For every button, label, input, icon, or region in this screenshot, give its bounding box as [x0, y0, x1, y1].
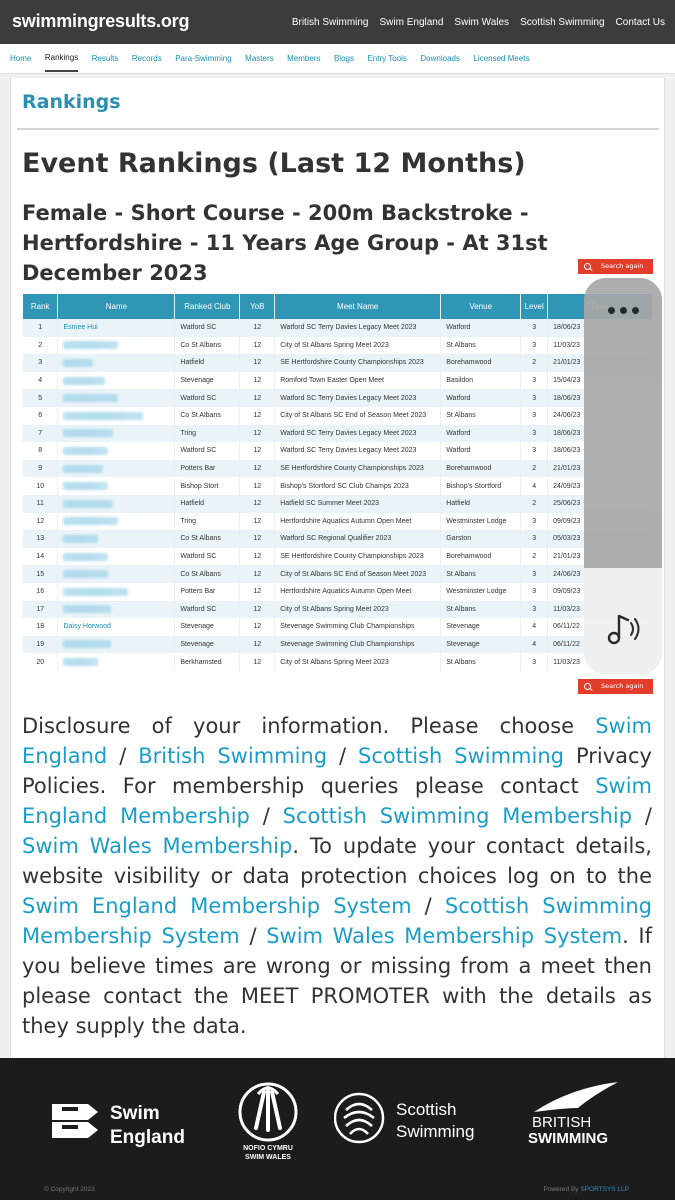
redacted-name[interactable] — [63, 553, 108, 561]
cell-date: 24/06/23 — [548, 565, 653, 583]
table-row — [23, 530, 653, 548]
table-row — [23, 372, 653, 390]
sub-nav-item-para-swimming[interactable]: Para-Swimming — [175, 54, 232, 63]
cell-venue: Borehamwood — [441, 354, 521, 372]
cell-yob: 12 — [240, 653, 275, 671]
scottish-swimming-membership-system-link[interactable]: Scottish Swimming Membership System — [22, 894, 652, 948]
swim-england-link[interactable]: Swim England — [22, 714, 652, 768]
cell-yob: 12 — [240, 354, 275, 372]
cell-level: 4 — [521, 618, 548, 636]
table-row — [23, 442, 653, 460]
cell-rank: 17 — [23, 601, 58, 619]
cell-venue: Westminster Lodge — [441, 513, 521, 531]
cell-level: 4 — [521, 636, 548, 654]
table-row — [23, 477, 653, 495]
cell-name[interactable] — [58, 565, 175, 583]
cell-club: Co St Albans — [175, 530, 240, 548]
site-logo[interactable]: swimmingresults.org — [12, 11, 190, 31]
cell-date: 25/06/23 — [548, 495, 653, 513]
cell-club: Watford SC — [175, 601, 240, 619]
search-icon — [584, 683, 592, 691]
cell-date: 06/11/22 — [548, 618, 653, 636]
cell-meet: SE Hertfordshire County Championships 2023 — [275, 460, 441, 478]
swim-england-logo-line2: England — [110, 1127, 185, 1148]
cell-meet: Watford SC Terry Davies Legacy Meet 2023 — [275, 425, 441, 443]
cell-name[interactable] — [58, 653, 175, 671]
disclosure-text-part: . To update your contact details, website visibility or data protection choices log on to the — [22, 834, 652, 888]
sub-nav-item-masters[interactable]: Masters — [245, 54, 274, 63]
cell-rank: 16 — [23, 583, 58, 601]
cell-meet: City of St Albans SC End of Season Meet 2023 — [275, 565, 441, 583]
cell-rank: 13 — [23, 530, 58, 548]
cell-date: 05/03/23 — [548, 530, 653, 548]
table-row — [23, 425, 653, 443]
top-bar — [0, 0, 675, 44]
cell-club: Potters Bar — [175, 460, 240, 478]
cell-name[interactable] — [58, 425, 175, 443]
cell-club: Stevenage — [175, 372, 240, 390]
cell-rank: 8 — [23, 442, 58, 460]
cell-level: 3 — [521, 565, 548, 583]
cell-venue: Westminster Lodge — [441, 583, 521, 601]
copyright-text: © Copyright 2023 — [44, 1186, 95, 1193]
cell-club: Stevenage — [175, 636, 240, 654]
cell-meet: Hertfordshire Aquatics Autumn Open Meet — [275, 583, 441, 601]
search-again-button-bottom[interactable] — [578, 679, 653, 694]
search-again-label: Search again — [601, 682, 644, 690]
cell-club: Watford SC — [175, 389, 240, 407]
table-row — [23, 460, 653, 478]
separator: / — [632, 804, 652, 828]
redacted-name[interactable] — [63, 447, 108, 455]
cell-yob: 12 — [240, 337, 275, 355]
redacted-name[interactable] — [63, 394, 118, 402]
table-row — [23, 407, 653, 425]
cell-level: 3 — [521, 407, 548, 425]
cell-rank: 5 — [23, 389, 58, 407]
cell-rank: 3 — [23, 354, 58, 372]
more-options-icon[interactable] — [596, 300, 650, 320]
floating-media-panel[interactable] — [584, 278, 662, 674]
cell-level: 2 — [521, 548, 548, 566]
scottish-swimming-logo-line1: Scottish — [396, 1100, 457, 1119]
column-header[interactable]: Level — [521, 294, 548, 319]
sub-nav-item-downloads[interactable]: Downloads — [420, 54, 460, 63]
scottish-swimming-link[interactable]: Scottish Swimming — [358, 744, 564, 768]
cell-date: 11/03/23 — [548, 337, 653, 355]
column-header[interactable]: Rank — [23, 294, 58, 319]
cell-yob: 12 — [240, 583, 275, 601]
cell-name[interactable] — [58, 460, 175, 478]
cell-venue: Borehamwood — [441, 548, 521, 566]
cell-level: 3 — [521, 513, 548, 531]
cell-venue: Watford — [441, 425, 521, 443]
cell-club: Potters Bar — [175, 583, 240, 601]
cell-yob: 12 — [240, 530, 275, 548]
table-row — [23, 636, 653, 654]
table-row — [23, 389, 653, 407]
table-row — [23, 319, 653, 337]
cell-name[interactable] — [58, 372, 175, 390]
cell-club: Hatfield — [175, 495, 240, 513]
cell-name[interactable] — [58, 477, 175, 495]
cell-rank: 19 — [23, 636, 58, 654]
cell-yob: 12 — [240, 565, 275, 583]
cell-level: 3 — [521, 337, 548, 355]
cell-venue: Watford — [441, 442, 521, 460]
redacted-name[interactable] — [63, 359, 93, 367]
cell-date: 06/11/22 — [548, 636, 653, 654]
redacted-name[interactable] — [63, 605, 111, 613]
sub-nav-item-home[interactable]: Home — [10, 54, 32, 63]
cell-venue: Stevenage — [441, 636, 521, 654]
cell-level: 4 — [521, 477, 548, 495]
cell-meet: City of St Albans SC End of Season Meet 2023 — [275, 407, 441, 425]
cell-yob: 12 — [240, 618, 275, 636]
cell-venue: Borehamwood — [441, 460, 521, 478]
redacted-name[interactable] — [63, 640, 111, 648]
cell-club: Berkhamsted — [175, 653, 240, 671]
cell-date: 09/09/23 — [548, 513, 653, 531]
redacted-name[interactable] — [63, 570, 108, 578]
cell-club: Co St Albans — [175, 565, 240, 583]
cell-level: 2 — [521, 354, 548, 372]
table-row — [23, 513, 653, 531]
table-row — [23, 565, 653, 583]
cell-date: 15/04/23 — [548, 372, 653, 390]
swim-england-logo-line1: Swim — [110, 1103, 160, 1124]
rankings-table-container — [23, 294, 653, 674]
cell-date: 21/01/23 — [548, 548, 653, 566]
cell-yob: 12 — [240, 513, 275, 531]
cell-club: Co St Albans — [175, 407, 240, 425]
cell-yob: 12 — [240, 495, 275, 513]
cell-name[interactable] — [58, 407, 175, 425]
cell-rank: 9 — [23, 460, 58, 478]
cell-venue: Garston — [441, 530, 521, 548]
redacted-name[interactable] — [63, 377, 105, 385]
cell-rank: 6 — [23, 407, 58, 425]
sub-nav-item-blogs[interactable]: Blogs — [333, 54, 354, 63]
top-nav-item[interactable]: Scottish Swimming — [520, 16, 605, 28]
cell-yob: 12 — [240, 372, 275, 390]
cell-club: Tring — [175, 513, 240, 531]
cell-venue: St Albans — [441, 601, 521, 619]
cell-club: Watford SC — [175, 548, 240, 566]
content-panel — [10, 78, 665, 1058]
cell-venue: Stevenage — [441, 618, 521, 636]
redacted-name[interactable] — [63, 588, 128, 596]
cell-yob: 12 — [240, 442, 275, 460]
cell-venue: Watford — [441, 389, 521, 407]
cell-rank: 4 — [23, 372, 58, 390]
redacted-name[interactable] — [63, 482, 108, 490]
cell-club: Tring — [175, 425, 240, 443]
cell-venue: Watford — [441, 319, 521, 337]
cell-date: 09/09/23 — [548, 583, 653, 601]
cell-club: Bishop Stort — [175, 477, 240, 495]
cell-meet: Watford SC Terry Davies Legacy Meet 2023 — [275, 319, 441, 337]
disclosure-text — [22, 711, 652, 1041]
cell-name[interactable] — [58, 495, 175, 513]
sub-nav — [0, 44, 675, 74]
cell-name[interactable] — [58, 601, 175, 619]
cell-name[interactable] — [58, 337, 175, 355]
cell-yob: 12 — [240, 425, 275, 443]
search-again-label: Search again — [601, 262, 644, 270]
powered-by-label: Powered By — [543, 1186, 579, 1193]
redacted-name[interactable] — [63, 517, 118, 525]
top-nav-item[interactable]: Swim England — [379, 16, 444, 28]
sub-nav-item-members[interactable]: Members — [287, 54, 321, 63]
cell-rank: 18 — [23, 618, 58, 636]
british-swimming-link[interactable]: British Swimming — [138, 744, 328, 768]
column-header[interactable]: Ranked Club — [175, 294, 240, 319]
cell-rank: 2 — [23, 337, 58, 355]
rankings-table — [23, 294, 653, 671]
redacted-name[interactable] — [63, 535, 98, 543]
cell-rank: 20 — [23, 653, 58, 671]
cell-level: 3 — [521, 319, 548, 337]
separator: / — [411, 894, 445, 918]
sub-nav-item-licensed-meets[interactable]: Licensed Meets — [473, 54, 530, 63]
separator: / — [239, 924, 267, 948]
swim-england-membership-system-link[interactable]: Swim England Membership System — [22, 894, 412, 918]
search-icon — [584, 263, 592, 271]
table-row — [23, 618, 653, 636]
cell-club: Co St Albans — [175, 337, 240, 355]
british-swimming-logo[interactable] — [520, 1078, 630, 1148]
cell-venue: Bishop's Stortford — [441, 477, 521, 495]
cell-name[interactable]: Esmee Hui — [58, 319, 175, 337]
cell-rank: 11 — [23, 495, 58, 513]
cell-venue: St Albans — [441, 407, 521, 425]
cell-meet: Hertfordshire Aquatics Autumn Open Meet — [275, 513, 441, 531]
column-header[interactable]: Meet Name — [275, 294, 441, 319]
cell-date: 11/03/23 — [548, 601, 653, 619]
table-row — [23, 354, 653, 372]
cell-yob: 12 — [240, 548, 275, 566]
top-nav-item[interactable]: British Swimming — [291, 16, 369, 28]
cell-meet: Romford Town Easter Open Meet — [275, 372, 441, 390]
cell-rank: 15 — [23, 565, 58, 583]
cell-level: 2 — [521, 495, 548, 513]
table-row — [23, 653, 653, 671]
search-again-button[interactable] — [578, 259, 653, 274]
cell-date: 21/01/23 — [548, 460, 653, 478]
cell-name[interactable] — [58, 513, 175, 531]
cell-yob: 12 — [240, 407, 275, 425]
sub-nav-item-rankings[interactable]: Rankings — [45, 44, 78, 72]
cell-date: 18/06/23 — [548, 425, 653, 443]
sportsys-link[interactable]: SPORTSYS LLP — [580, 1186, 629, 1193]
cell-name[interactable]: Daisy Horwood — [58, 618, 175, 636]
redacted-name[interactable] — [63, 341, 118, 349]
swim-wales-membership-link[interactable]: Swim Wales Membership — [22, 834, 293, 858]
cell-name[interactable] — [58, 636, 175, 654]
cell-meet: Watford SC Regional Qualifier 2023 — [275, 530, 441, 548]
swim-england-membership-link[interactable]: Swim England Membership — [22, 774, 652, 828]
sub-nav-item-results[interactable]: Results — [91, 54, 119, 63]
redacted-name[interactable] — [63, 500, 113, 508]
cell-level: 2 — [521, 460, 548, 478]
top-nav-item[interactable]: Swim Wales — [454, 16, 510, 28]
table-row — [23, 583, 653, 601]
cell-rank: 12 — [23, 513, 58, 531]
redacted-name[interactable] — [63, 658, 98, 666]
cell-club: Hatfield — [175, 354, 240, 372]
disclosure-text-part: Privacy Policies. For membership queries please contact — [22, 744, 652, 798]
top-nav-item[interactable]: Contact Us — [615, 16, 665, 28]
column-header[interactable]: Venue — [441, 294, 521, 319]
cell-level: 3 — [521, 442, 548, 460]
cell-name[interactable] — [58, 548, 175, 566]
cell-name[interactable] — [58, 389, 175, 407]
cell-level: 3 — [521, 372, 548, 390]
swim-england-logo[interactable] — [48, 1098, 208, 1150]
cell-meet: City of St Albans Spring Meet 2023 — [275, 337, 441, 355]
cell-yob: 12 — [240, 319, 275, 337]
footer — [0, 1058, 675, 1200]
british-swimming-logo-line1: BRITISH — [532, 1114, 592, 1131]
cell-rank: 1 — [23, 319, 58, 337]
cell-level: 3 — [521, 425, 548, 443]
music-note-sound-icon[interactable] — [606, 610, 646, 646]
cell-meet: SE Hertfordshire County Championships 2023 — [275, 548, 441, 566]
cell-meet: Stevenage Swimming Club Championships — [275, 618, 441, 636]
cell-rank: 7 — [23, 425, 58, 443]
redacted-name[interactable] — [63, 429, 113, 437]
table-row — [23, 601, 653, 619]
page-title: Event Rankings (Last 12 Months) — [22, 148, 526, 179]
table-header-row — [23, 294, 653, 319]
swim-wales-logo-line2: SWIM WALES — [245, 1154, 291, 1161]
swim-wales-logo[interactable] — [236, 1078, 300, 1164]
cell-club: Watford SC — [175, 442, 240, 460]
scottish-swimming-membership-link[interactable]: Scottish Swimming Membership — [282, 804, 633, 828]
cell-date: 24/09/23 — [548, 477, 653, 495]
redacted-name[interactable] — [63, 412, 143, 420]
cell-meet: Watford SC Terry Davies Legacy Meet 2023 — [275, 389, 441, 407]
cell-rank: 14 — [23, 548, 58, 566]
top-nav — [281, 0, 665, 44]
cell-venue: St Albans — [441, 337, 521, 355]
redacted-name[interactable] — [63, 465, 103, 473]
cell-date: 21/01/23 — [548, 354, 653, 372]
cell-club: Watford SC — [175, 319, 240, 337]
table-row — [23, 495, 653, 513]
cell-venue: St Albans — [441, 565, 521, 583]
cell-date: 11/03/23 — [548, 653, 653, 671]
cell-yob: 12 — [240, 389, 275, 407]
cell-meet: Watford SC Terry Davies Legacy Meet 2023 — [275, 442, 441, 460]
cell-yob: 12 — [240, 601, 275, 619]
cell-date: 18/06/23 — [548, 319, 653, 337]
column-header[interactable]: Name — [58, 294, 175, 319]
scottish-swimming-logo-line2: Swimming — [396, 1122, 475, 1141]
cell-level: 3 — [521, 601, 548, 619]
cell-venue: St Albans — [441, 653, 521, 671]
swim-wales-logo-line1: NOFIO CYMRU — [243, 1145, 293, 1152]
separator: / — [327, 744, 359, 768]
media-control-area — [584, 568, 662, 674]
cell-meet: City of St Albans Spring Meet 2023 — [275, 653, 441, 671]
section-heading: Rankings — [22, 91, 121, 113]
cell-club: Stevenage — [175, 618, 240, 636]
cell-level: 3 — [521, 653, 548, 671]
separator: / — [107, 744, 139, 768]
cell-meet: Stevenage Swimming Club Championships — [275, 636, 441, 654]
cell-name[interactable] — [58, 442, 175, 460]
separator: / — [249, 804, 283, 828]
page-subtitle: Female - Short Course - 200m Backstroke - Hertfordshire - 11 Years Age Group - At 31st December 2023 — [22, 201, 548, 285]
cell-name[interactable] — [58, 354, 175, 372]
cell-name[interactable] — [58, 530, 175, 548]
sub-nav-item-entry-tools[interactable]: Entry Tools — [367, 54, 407, 63]
table-row — [23, 337, 653, 355]
cell-yob: 12 — [240, 636, 275, 654]
cell-date: 18/06/23 — [548, 389, 653, 407]
powered-by-text — [543, 1186, 629, 1193]
cell-venue: Hatfield — [441, 495, 521, 513]
cell-venue: Basildon — [441, 372, 521, 390]
cell-meet: SE Hertfordshire County Championships 2023 — [275, 354, 441, 372]
cell-name[interactable] — [58, 583, 175, 601]
table-row — [23, 548, 653, 566]
scottish-swimming-logo[interactable] — [334, 1092, 494, 1148]
cell-date: 18/06/23 — [548, 442, 653, 460]
cell-date: 24/06/23 — [548, 407, 653, 425]
disclosure-text-part: . If you believe times are wrong or missing from a meet then please contact the MEET PROMOTER with the details as they supply the data. — [22, 924, 653, 1038]
cell-rank: 10 — [23, 477, 58, 495]
cell-yob: 12 — [240, 460, 275, 478]
cell-level: 3 — [521, 530, 548, 548]
cell-meet: Hatfield SC Summer Meet 2023 — [275, 495, 441, 513]
column-header[interactable]: YoB — [240, 294, 275, 319]
cell-meet: City of St Albans Spring Meet 2023 — [275, 601, 441, 619]
cell-meet: Bishop's Stortford SC Club Champs 2023 — [275, 477, 441, 495]
heading-divider — [17, 128, 659, 130]
cell-level: 3 — [521, 583, 548, 601]
swim-wales-membership-system-link[interactable]: Swim Wales Membership System — [266, 924, 623, 948]
british-swimming-logo-line2: SWIMMING — [528, 1130, 608, 1147]
disclosure-text-part: Disclosure of your information. Please choose — [22, 714, 596, 738]
cell-level: 3 — [521, 389, 548, 407]
sub-nav-item-records[interactable]: Records — [131, 54, 162, 63]
cell-yob: 12 — [240, 477, 275, 495]
